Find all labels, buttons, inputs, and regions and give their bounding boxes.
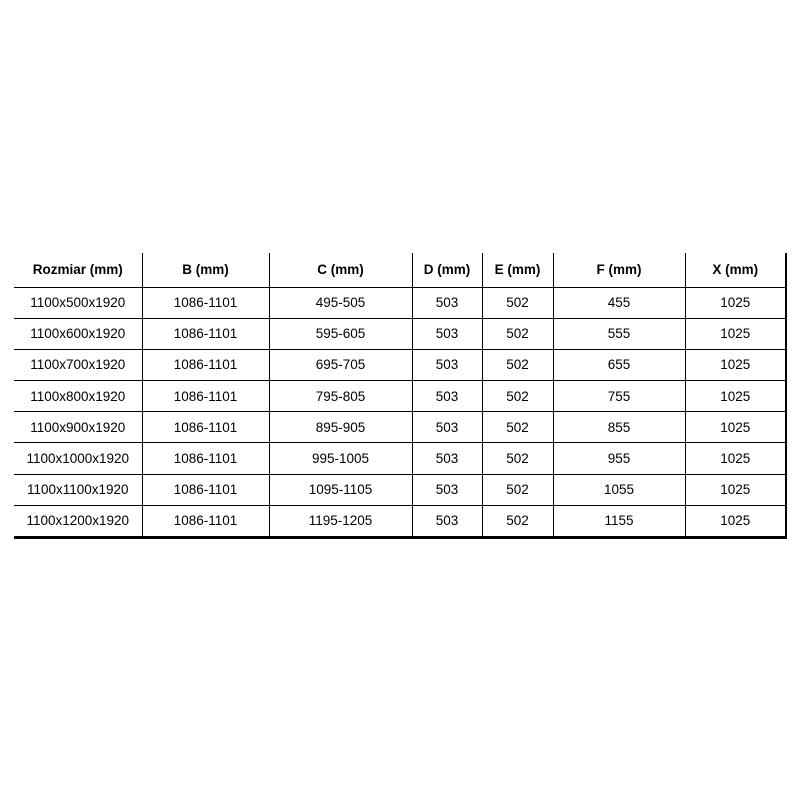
table-cell: 1086-1101 <box>142 474 269 505</box>
table-cell: 855 <box>553 412 685 443</box>
table-cell: 1086-1101 <box>142 443 269 474</box>
table-row <box>14 412 786 443</box>
table-cell: 495-505 <box>269 287 412 318</box>
table-cell: 502 <box>482 381 553 412</box>
table-cell: 502 <box>482 318 553 349</box>
table-cell: 955 <box>553 443 685 474</box>
table-cell: 503 <box>412 349 482 380</box>
table-cell: 503 <box>412 318 482 349</box>
table-cell: 1155 <box>553 505 685 537</box>
table-cell: 1025 <box>685 349 786 380</box>
size-table <box>14 253 787 539</box>
table-cell: 1055 <box>553 474 685 505</box>
table-cell: 502 <box>482 349 553 380</box>
table-cell: 502 <box>482 474 553 505</box>
table-cell: 1095-1105 <box>269 474 412 505</box>
table-cell: 503 <box>412 412 482 443</box>
header-cell: F (mm) <box>553 253 685 287</box>
table-cell: 1025 <box>685 412 786 443</box>
table-cell: 1086-1101 <box>142 287 269 318</box>
table-cell: 595-605 <box>269 318 412 349</box>
table-row <box>14 505 786 537</box>
table-cell: 1025 <box>685 474 786 505</box>
table-cell: 1086-1101 <box>142 412 269 443</box>
table-row <box>14 349 786 380</box>
table-cell: 455 <box>553 287 685 318</box>
table-cell: 503 <box>412 287 482 318</box>
table-cell: 502 <box>482 287 553 318</box>
table-cell: 1100x800x1920 <box>14 381 142 412</box>
table-cell: 895-905 <box>269 412 412 443</box>
table-row <box>14 287 786 318</box>
table-cell: 1025 <box>685 443 786 474</box>
table-cell: 995-1005 <box>269 443 412 474</box>
table-cell: 1100x1000x1920 <box>14 443 142 474</box>
table-row <box>14 474 786 505</box>
header-cell: D (mm) <box>412 253 482 287</box>
table-cell: 503 <box>412 474 482 505</box>
header-cell: B (mm) <box>142 253 269 287</box>
header-row <box>14 253 786 287</box>
table-body <box>14 287 786 538</box>
table-cell: 503 <box>412 443 482 474</box>
table-cell: 555 <box>553 318 685 349</box>
header-cell: C (mm) <box>269 253 412 287</box>
table-cell: 502 <box>482 412 553 443</box>
table-cell: 1100x500x1920 <box>14 287 142 318</box>
table-row <box>14 318 786 349</box>
table-head <box>14 253 786 287</box>
table-cell: 695-705 <box>269 349 412 380</box>
table-cell: 795-805 <box>269 381 412 412</box>
table-row <box>14 381 786 412</box>
table-cell: 502 <box>482 443 553 474</box>
table-cell: 502 <box>482 505 553 537</box>
header-cell: E (mm) <box>482 253 553 287</box>
table-cell: 1025 <box>685 505 786 537</box>
table-cell: 1100x1100x1920 <box>14 474 142 505</box>
table-cell: 1025 <box>685 318 786 349</box>
header-cell: Rozmiar (mm) <box>14 253 142 287</box>
table-cell: 1025 <box>685 287 786 318</box>
table-cell: 655 <box>553 349 685 380</box>
table-cell: 1086-1101 <box>142 381 269 412</box>
table-cell: 1025 <box>685 381 786 412</box>
table-cell: 1100x600x1920 <box>14 318 142 349</box>
table-cell: 1086-1101 <box>142 349 269 380</box>
table-cell: 1100x900x1920 <box>14 412 142 443</box>
table-cell: 1100x700x1920 <box>14 349 142 380</box>
table-cell: 755 <box>553 381 685 412</box>
table-row <box>14 443 786 474</box>
table-cell: 1086-1101 <box>142 318 269 349</box>
header-cell: X (mm) <box>685 253 786 287</box>
table-cell: 503 <box>412 381 482 412</box>
table-cell: 1100x1200x1920 <box>14 505 142 537</box>
table-cell: 503 <box>412 505 482 537</box>
table-cell: 1195-1205 <box>269 505 412 537</box>
table-cell: 1086-1101 <box>142 505 269 537</box>
